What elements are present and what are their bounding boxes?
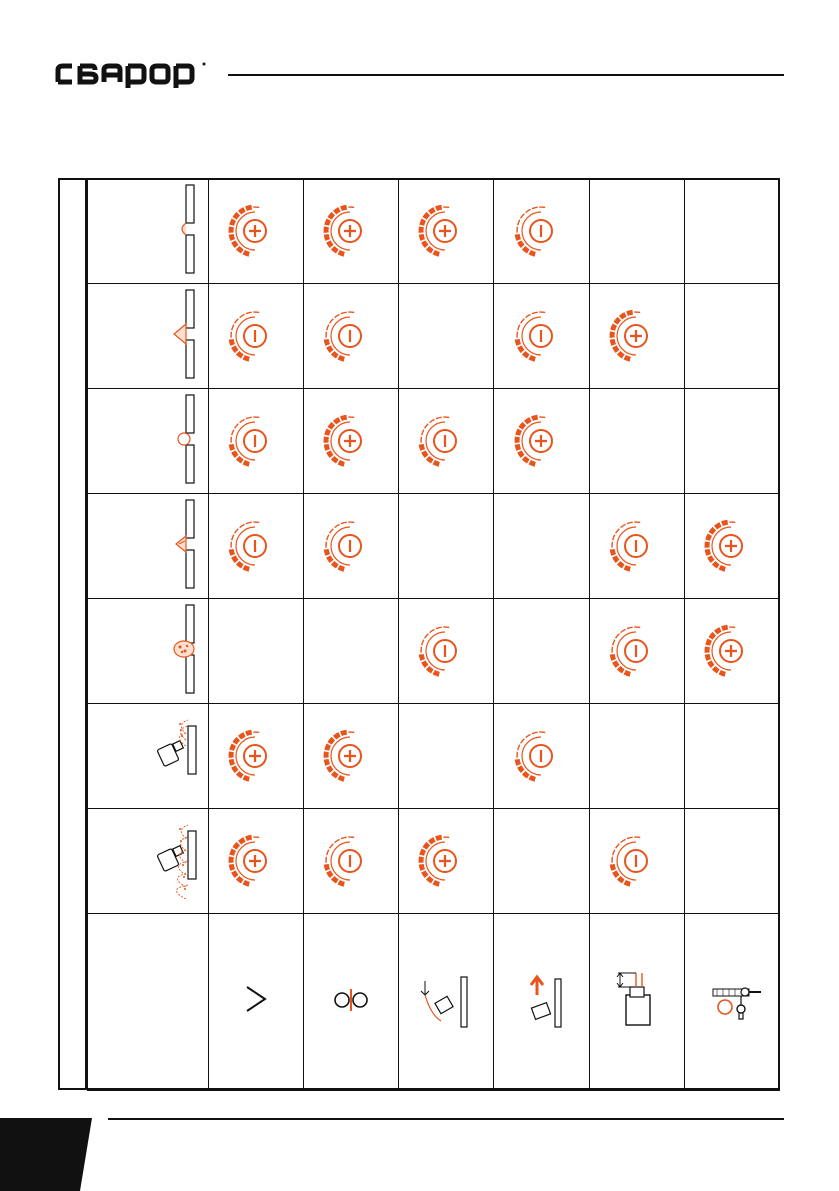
- parameter-cell: [684, 914, 779, 1091]
- defect-cell: [88, 389, 209, 494]
- minus-gauge-icon: [513, 201, 571, 261]
- adjustment-cell: [304, 599, 399, 704]
- adjustment-cell: [494, 284, 589, 389]
- adjustment-cell: [304, 284, 399, 389]
- defect-adjustment-table: [87, 178, 780, 1091]
- adjustment-cell: [494, 389, 589, 494]
- table-row: [88, 704, 780, 809]
- adjustment-cell: [684, 284, 779, 389]
- plus-gauge-icon: [227, 201, 285, 261]
- header-rule: [228, 74, 784, 76]
- parameter-cell: [494, 914, 589, 1091]
- plus-gauge-icon: [513, 411, 571, 471]
- minus-gauge-icon: [513, 306, 571, 366]
- adjustment-cell: [304, 179, 399, 284]
- plus-gauge-icon: [322, 201, 380, 261]
- adjustment-cell: [209, 284, 304, 389]
- gas-flow-regulator-icon: [697, 965, 767, 1035]
- parameter-cell: [304, 914, 399, 1091]
- adjustment-cell: [209, 389, 304, 494]
- adjustment-cell: [494, 809, 589, 914]
- table-row: [88, 809, 780, 914]
- adjustment-cell: [589, 179, 684, 284]
- adjustment-cell: [494, 704, 589, 809]
- adjustment-cell: [209, 704, 304, 809]
- plus-gauge-icon: [417, 831, 475, 891]
- lack-of-fusion-icon: [130, 179, 200, 279]
- minus-gauge-icon: [227, 411, 285, 471]
- parameter-cell: [209, 914, 304, 1091]
- adjustment-cell: [304, 389, 399, 494]
- plus-gauge-icon: [227, 831, 285, 891]
- defect-cell: [88, 284, 209, 389]
- page-tab: [0, 1118, 92, 1191]
- table-row: [88, 389, 780, 494]
- parameter-cell: [589, 914, 684, 1091]
- minus-gauge-icon: [417, 411, 475, 471]
- adjustment-cell: [399, 704, 494, 809]
- adjustment-cell: [209, 179, 304, 284]
- adjustment-cell: [304, 704, 399, 809]
- bevel-angle-icon: [221, 965, 291, 1035]
- stickout-length-icon: [602, 965, 672, 1035]
- adjustment-cell: [494, 494, 589, 599]
- adjustment-cell: [399, 599, 494, 704]
- adjustment-cell: [589, 809, 684, 914]
- plus-gauge-icon: [322, 411, 380, 471]
- minus-gauge-icon: [227, 306, 285, 366]
- adjustment-cell: [399, 494, 494, 599]
- table-row: [88, 599, 780, 704]
- adjustment-cell: [684, 599, 779, 704]
- adjustment-cell: [304, 809, 399, 914]
- minus-gauge-icon: [513, 726, 571, 786]
- parameter-cell: [399, 914, 494, 1091]
- adjustment-cell: [399, 809, 494, 914]
- plus-gauge-icon: [703, 516, 761, 576]
- adjustment-cell: [684, 389, 779, 494]
- adjustment-cell: [684, 179, 779, 284]
- adjustment-cell: [684, 704, 779, 809]
- defect-cell: [88, 704, 209, 809]
- adjustment-cell: [589, 704, 684, 809]
- adjustment-cell: [589, 389, 684, 494]
- adjustment-cell: [684, 809, 779, 914]
- adjustment-cell: [589, 599, 684, 704]
- crack-icon: [130, 494, 200, 594]
- defect-cell: [88, 599, 209, 704]
- adjustment-cell: [494, 599, 589, 704]
- plus-gauge-icon: [417, 201, 475, 261]
- adjustment-cell: [399, 389, 494, 494]
- electrode-gap-icon: [316, 965, 386, 1035]
- adjustment-cell: [399, 179, 494, 284]
- adjustment-cell: [589, 494, 684, 599]
- minus-gauge-icon: [608, 621, 666, 681]
- minus-gauge-icon: [322, 516, 380, 576]
- burn-through-icon: [130, 389, 200, 489]
- footer-rule: [108, 1118, 784, 1120]
- defect-cell: [88, 179, 209, 284]
- travel-speed-icon: [507, 965, 577, 1035]
- svarog-logo: [52, 56, 212, 90]
- parameter-label-cell: [88, 914, 209, 1091]
- adjustment-cell: [209, 494, 304, 599]
- defect-cell: [88, 809, 209, 914]
- table-row: [88, 494, 780, 599]
- table-row: [88, 179, 780, 284]
- heavy-spatter-icon: [130, 809, 200, 909]
- adjustment-cell: [304, 494, 399, 599]
- spatter-icon: [130, 704, 200, 804]
- adjustment-cell: [209, 809, 304, 914]
- adjustment-cell: [399, 284, 494, 389]
- adjustment-cell: [589, 284, 684, 389]
- adjustment-cell: [494, 179, 589, 284]
- torch-angle-icon: [411, 965, 481, 1035]
- minus-gauge-icon: [227, 516, 285, 576]
- plus-gauge-icon: [703, 621, 761, 681]
- plus-gauge-icon: [608, 306, 666, 366]
- minus-gauge-icon: [322, 831, 380, 891]
- minus-gauge-icon: [608, 831, 666, 891]
- minus-gauge-icon: [322, 306, 380, 366]
- defect-cell: [88, 494, 209, 599]
- table-row: [88, 284, 780, 389]
- minus-gauge-icon: [608, 516, 666, 576]
- plus-gauge-icon: [322, 726, 380, 786]
- porosity-icon: [130, 599, 200, 699]
- excess-penetration-icon: [130, 284, 200, 384]
- table-side-column: [58, 178, 87, 1090]
- minus-gauge-icon: [417, 621, 475, 681]
- adjustment-cell: [209, 599, 304, 704]
- parameter-row: [88, 914, 780, 1091]
- plus-gauge-icon: [227, 726, 285, 786]
- adjustment-cell: [684, 494, 779, 599]
